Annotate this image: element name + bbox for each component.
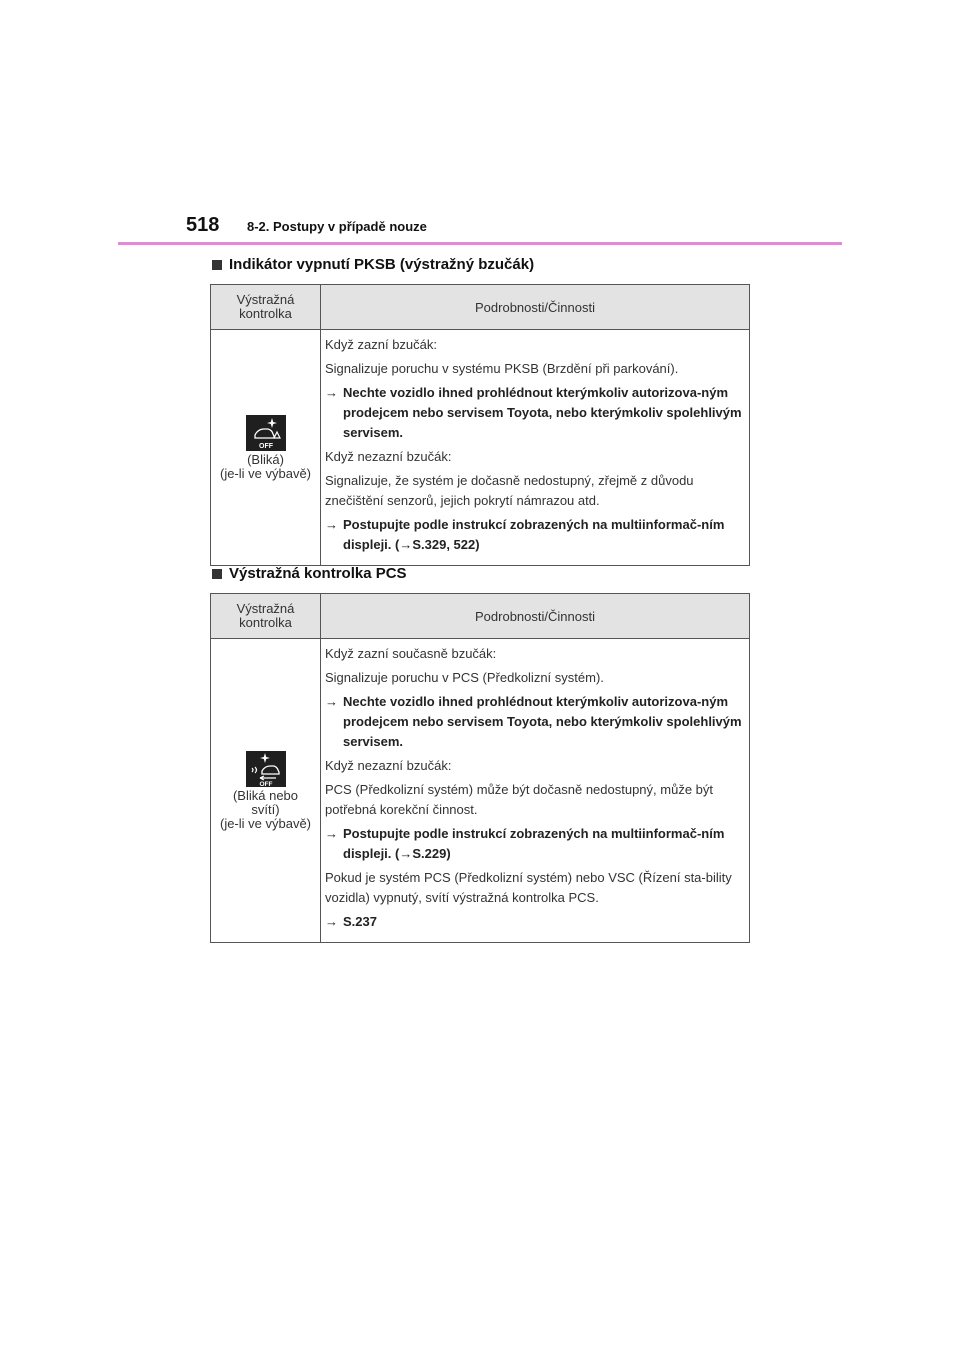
pcs-off-icon	[246, 751, 286, 787]
action-item	[325, 383, 745, 443]
page-number: 518	[186, 214, 220, 236]
description-text: Signalizuje, že systém je dočasně nedostupný, zřejmě z důvodu znečištění senzorů, jejich pokrytí námrazou atd.	[325, 473, 694, 508]
indicator-caption: (Bliká)	[247, 451, 284, 467]
column-header-indicator: Výstražná kontrolka	[211, 285, 321, 330]
arrow-icon: →	[325, 385, 338, 400]
indicator-equipment-note: (je-li ve výbavě)	[219, 465, 312, 481]
action-item	[325, 692, 745, 752]
arrow-icon: →	[325, 517, 338, 532]
warning-table-pksb	[210, 284, 750, 566]
indicator-caption: (Bliká nebo svítí)	[232, 787, 299, 817]
action-text: Nechte vozidlo ihned prohlédnout kterýmkoliv autorizova-ným prodejcem nebo servisem Toyota, nebo kterýmkoliv spolehlivým servisem.	[343, 694, 742, 749]
condition-text: Když zazní současně bzučák:	[325, 646, 497, 661]
warning-table-pcs	[210, 593, 750, 943]
condition-text: Když nezazní bzučák:	[325, 758, 452, 773]
indicator-cell	[211, 330, 321, 566]
section-title-pcs	[212, 565, 407, 582]
header-divider	[118, 242, 842, 245]
pksb-off-icon	[246, 415, 286, 451]
arrow-icon: →	[325, 826, 338, 841]
table-header-row	[211, 594, 750, 639]
section-title-pksb	[212, 256, 534, 273]
column-header-details: Podrobnosti/Činnosti	[321, 594, 750, 639]
bullet-square-icon	[212, 260, 222, 270]
chapter-title: 8-2. Postupy v případě nouze	[247, 219, 427, 234]
action-text: Postupujte podle instrukcí zobrazených na multiinformač-ním displeji. (→S.229)	[343, 826, 725, 861]
description-text: PCS (Předkolizní systém) může být dočasně nedostupný, může být potřebná korekční činnost.	[325, 782, 714, 817]
action-text: Postupujte podle instrukcí zobrazených na multiinformač-ním displeji. (→S.329, 522)	[343, 517, 725, 552]
action-text: S.237	[343, 914, 377, 929]
bullet-square-icon	[212, 569, 222, 579]
description-text: Signalizuje poruchu v PCS (Předkolizní systém).	[325, 670, 604, 685]
arrow-icon: →	[325, 914, 338, 929]
table-row	[211, 330, 750, 566]
details-cell	[321, 330, 750, 566]
indicator-cell	[211, 639, 321, 943]
action-item	[325, 824, 745, 864]
svg-text:OFF: OFF	[259, 780, 272, 787]
indicator-equipment-note: (je-li ve výbavě)	[219, 815, 312, 831]
description-text: Pokud je systém PCS (Předkolizní systém) nebo VSC (Řízení sta-bility vozidla) vypnutý, svítí výstražná kontrolka PCS.	[325, 870, 732, 905]
table-header-row	[211, 285, 750, 330]
section-title-text: Indikátor vypnutí PKSB (výstražný bzučák)	[229, 256, 535, 273]
column-header-indicator: Výstražná kontrolka	[211, 594, 321, 639]
action-text: Nechte vozidlo ihned prohlédnout kterýmkoliv autorizova-ným prodejcem nebo servisem Toyota, nebo kterýmkoliv spolehlivým servisem.	[343, 385, 742, 440]
column-header-details: Podrobnosti/Činnosti	[321, 285, 750, 330]
arrow-icon: →	[325, 694, 338, 709]
table-row	[211, 639, 750, 943]
action-item	[325, 515, 745, 555]
condition-text: Když nezazní bzučák:	[325, 449, 452, 464]
svg-text:OFF: OFF	[258, 442, 273, 450]
details-cell	[321, 639, 750, 943]
description-text: Signalizuje poruchu v systému PKSB (Brzdění při parkování).	[325, 361, 679, 376]
condition-text: Když zazní bzučák:	[325, 337, 437, 352]
action-item	[325, 912, 745, 932]
section-title-text: Výstražná kontrolka PCS	[229, 565, 407, 582]
